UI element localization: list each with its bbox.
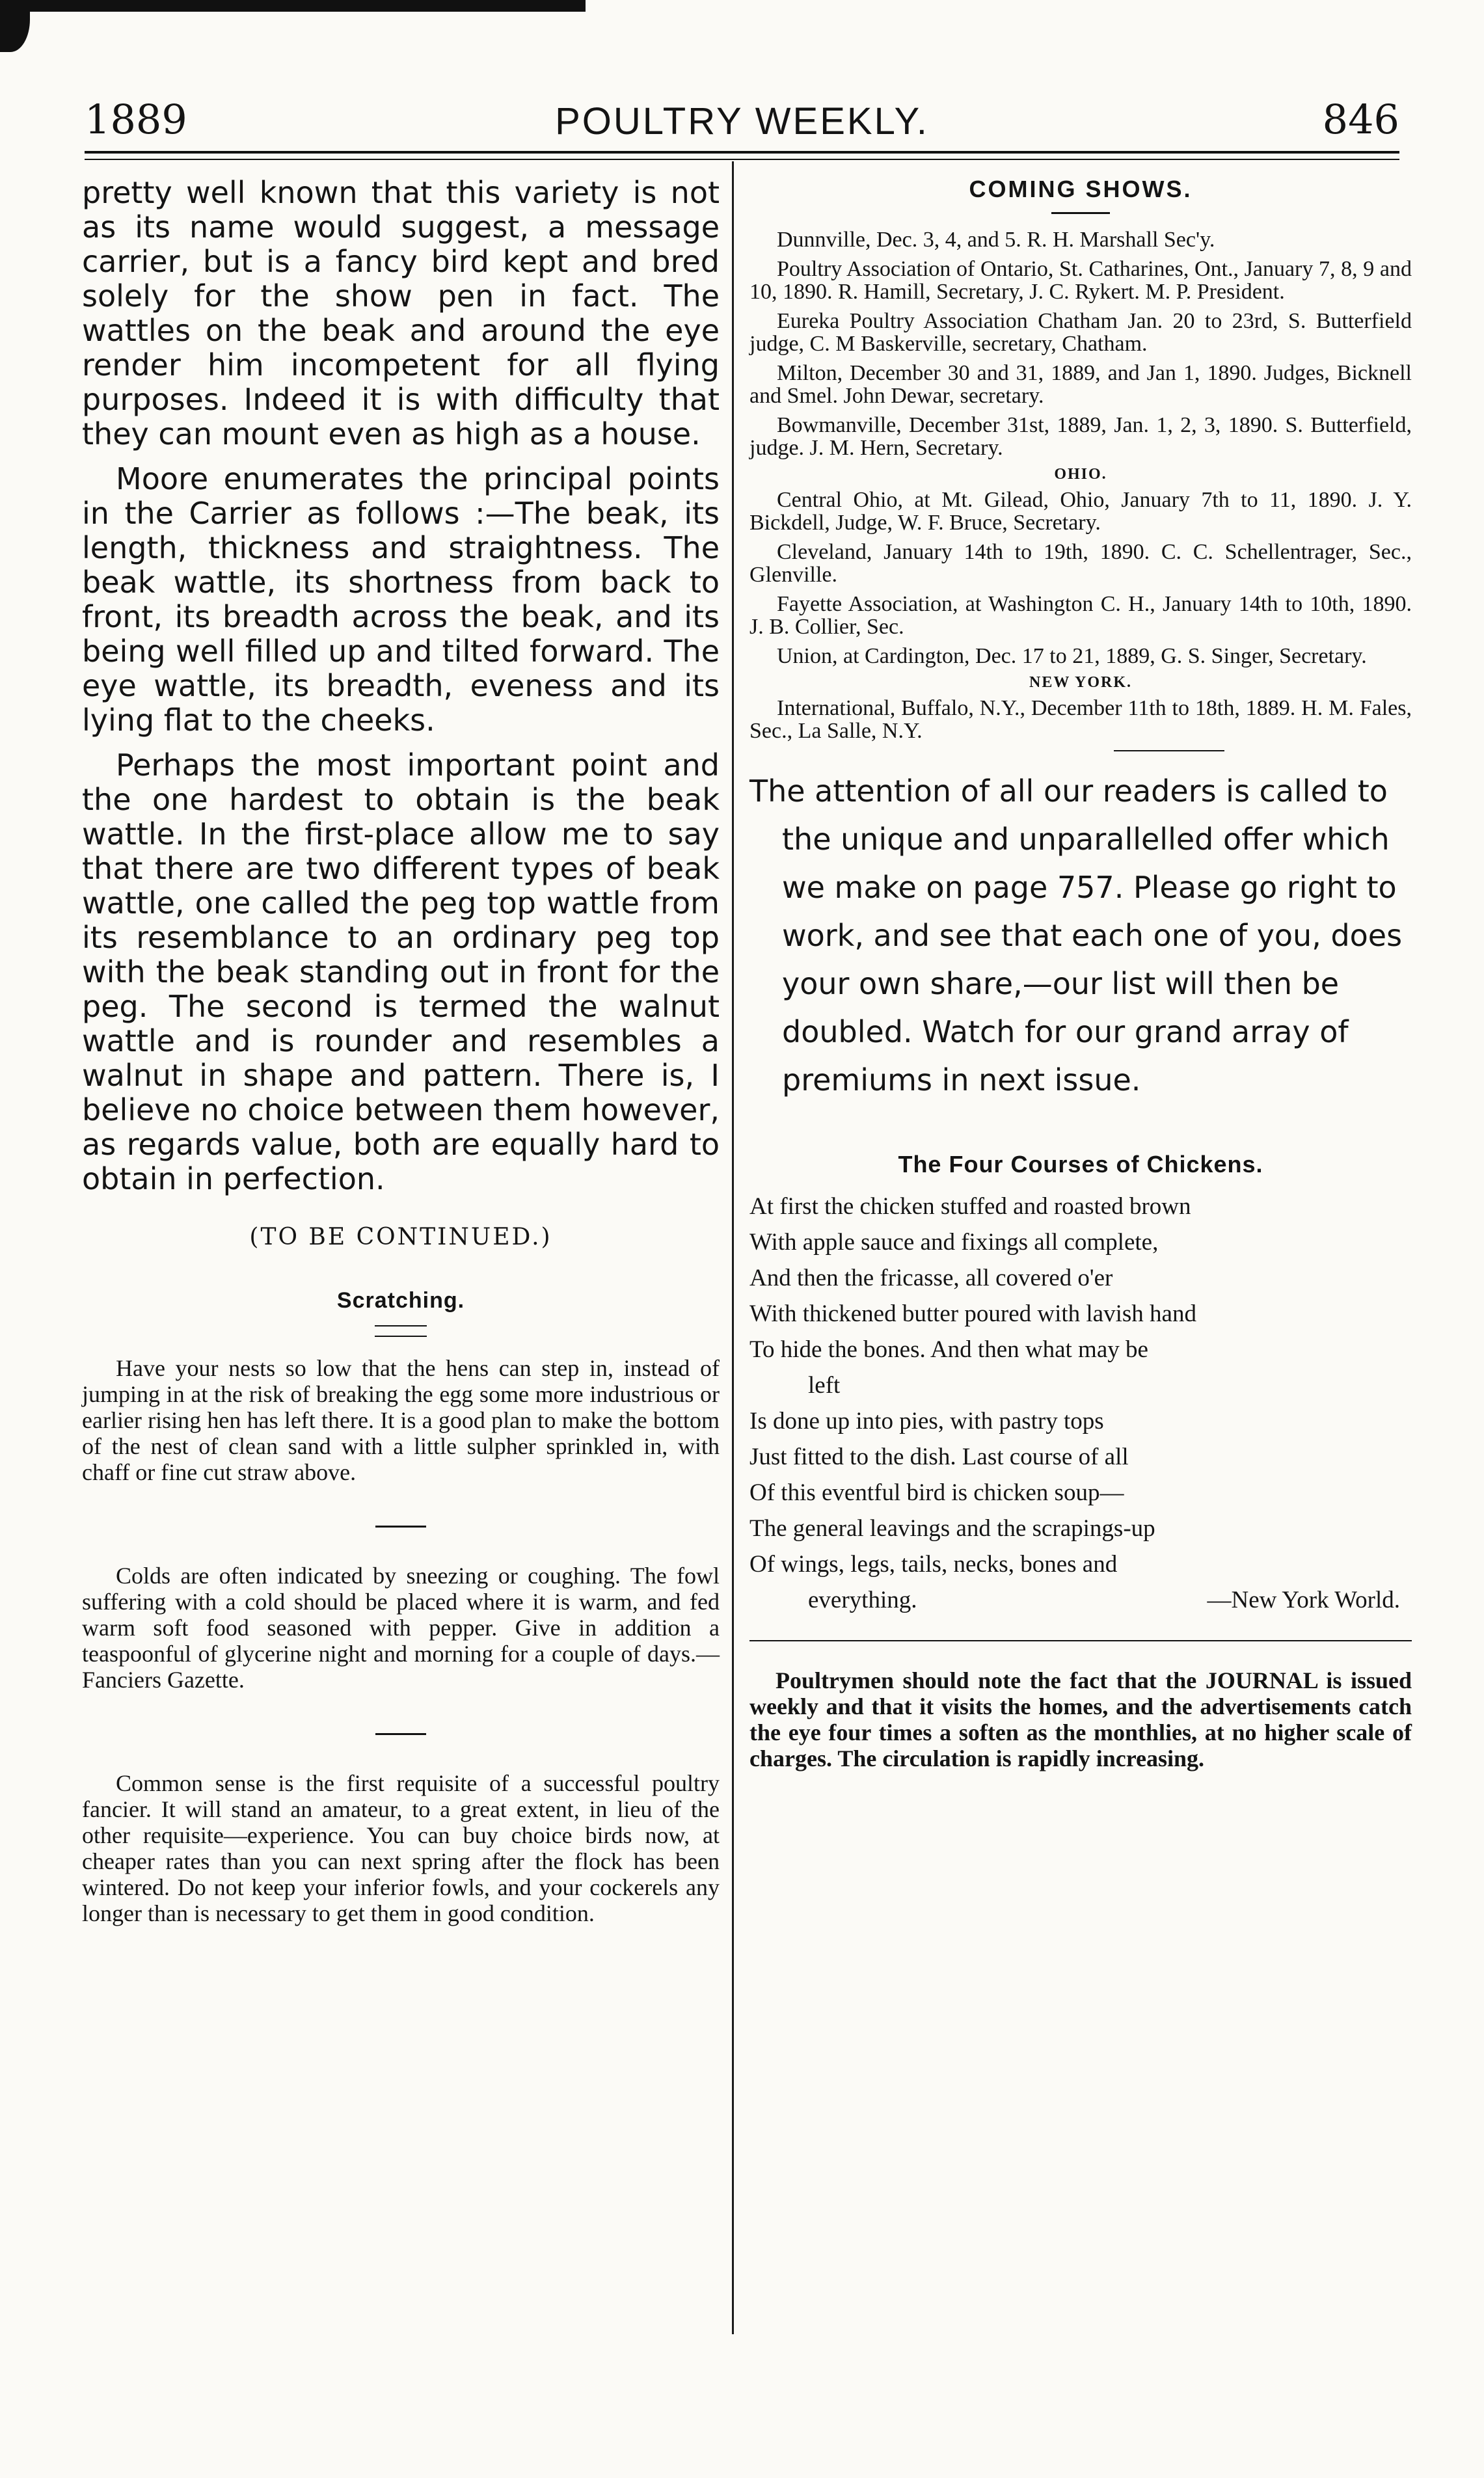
note-paragraph: Common sense is the first requisite of a successful poultry fancier. It will stand an amateur, to a great extent, in lieu of the other requisite—experience. You can buy choice birds now, at cheaper rates than you can next spring after the flock has been wintered. Do not keep your inferior fowls, and your cockerels any longer than is necessary to get them in good condition. [82,1770,720,1926]
attention-notice: The attention of all our readers is called to the unique and unparallelled offer which we make on page 757. Please go right to work, and see that each one of you, does your own share,—our list will then be doubled. Watch for our grand array of premiums in next issue. [749,774,1403,1098]
show-listing: Poultry Association of Ontario, St. Catharines, Ont., January 7, 8, 9 and 10, 1890. R. Hamill, Secretary, J. C. Rykert. M. P. President. [749,257,1412,304]
poem-line: The general leavings and the scrapings-up [749,1515,1155,1542]
separator-rule [375,1733,426,1735]
separator-rule [749,1640,1412,1641]
region-label-new-york: NEW YORK. [1029,674,1132,691]
poem-line: With apple sauce and fixings all complete, [749,1229,1159,1256]
show-listing: Central Ohio, at Mt. Gilead, Ohio, January 7th to 11, 1890. J. Y. Bickdell, Judge, W. F. Bruce, Secretary. [749,488,1412,535]
column-divider [732,161,734,2334]
show-listing: International, Buffalo, N.Y., December 11th to 18th, 1889. H. M. Fales, Sec., La Salle, N.Y. [749,696,1412,743]
right-column [749,176,1412,1771]
poem-title: The Four Courses of Chickens. [898,1151,1263,1178]
poem-line: everything. [808,1587,917,1613]
to-be-continued: (TO BE CONTINUED.) [249,1224,552,1250]
poem-line: Of this eventful bird is chicken soup— [749,1479,1124,1506]
poem-line: To hide the bones. And then what may be [749,1336,1148,1363]
region-label-ohio: OHIO. [1054,466,1107,483]
show-listing: Fayette Association, at Washington C. H., January 14th to 10th, 1890. J. B. Collier, Sec. [749,592,1412,639]
note-paragraph: Have your nests so low that the hens can step in, instead of jumping in at the risk of breaking the egg some more industrious or earlier rising hen has left there. It is a good plan to make the bottom of the nest of clean sand with a little sulpher sprinkled in, with chaff or fine cut straw above. [82,1355,720,1485]
publication-title: POULTRY WEEKLY. [555,100,929,142]
poem-line: Just fitted to the dish. Last course of all [749,1444,1129,1470]
show-listing: Eureka Poultry Association Chatham Jan. 20 to 23rd, S. Butterfield judge, C. M Baskerville, secretary, Chatham. [749,309,1412,356]
poem-line: Of wings, legs, tails, necks, bones and [749,1551,1118,1578]
show-listing: Milton, December 30 and 31, 1889, and Jan 1, 1890. Judges, Bicknell and Smel. John Dewar, secretary. [749,361,1412,408]
header-rule-thin [85,159,1399,160]
page-number: 846 [1322,96,1399,143]
heading-rule [375,1336,427,1337]
poem-line: With thickened butter poured with lavish hand [749,1300,1196,1327]
article-paragraph: pretty well known that this variety is not as its name would suggest, a message carrier, but is a fancy bird kept and bred solely for the show pen in fact. The wattles on the beak and around the eye render him incompetent for all flying purposes. Indeed it is with difficulty that they can mount even as high as a house. [82,175,720,451]
scratching-heading: Scratching. [336,1288,465,1313]
header-year: 1889 [85,96,187,143]
separator-rule [1114,750,1224,751]
heading-rule [375,1325,427,1327]
left-column [82,176,720,1926]
article-paragraph: Moore enumerates the principal points in the Carrier as follows :—The beak, its length, thickness and straightness. The beak wattle, its shortness from back to front, its breadth across the beak, and its being well filled up and tilted forward. The eye wattle, its breadth, eveness and its lying flat to the cheeks. [82,461,720,738]
heading-rule [1051,212,1110,214]
show-listing: Union, at Cardington, Dec. 17 to 21, 1889, G. S. Singer, Secretary. [777,644,1367,668]
poem-last-line [749,1582,1412,1618]
scan-corner-mark [0,0,39,59]
coming-shows-heading: COMING SHOWS. [969,176,1193,202]
note-paragraph: Colds are often indicated by sneezing or coughing. The fowl suffering with a cold should be placed where it is warm, and fed warm soft food seasoned with pepper. Give in addition a teaspoonful of glycerine night and morning for a couple of days.—Fanciers Gazette. [82,1563,720,1693]
poem-line: Is done up into pies, with pastry tops [749,1408,1104,1434]
closing-note: Poultrymen should note the fact that the JOURNAL is issued weekly and that it visits the homes, and the advertisements catch the eye four times a soften as the monthlies, at no higher scale of charges. The circulation is rapidly increasing. [749,1667,1412,1771]
page-header [85,91,1399,143]
separator-rule [375,1526,426,1528]
show-listing: Cleveland, January 14th to 19th, 1890. C. C. Schellentrager, Sec., Glenville. [749,540,1412,587]
poem-line: And then the fricasse, all covered o'er [749,1265,1113,1291]
poem-attribution: —New York World. [1207,1587,1400,1613]
poem-line: left [808,1372,841,1399]
show-listing: Bowmanville, December 31st, 1889, Jan. 1, 2, 3, 1890. S. Butterfield, judge. J. M. Hern, Secretary. [749,413,1412,460]
show-listing: Dunnville, Dec. 3, 4, and 5. R. H. Marshall Sec'y. [777,228,1215,252]
header-rule [85,151,1399,154]
poem-line: At first the chicken stuffed and roasted brown [749,1193,1191,1220]
article-paragraph: Perhaps the most important point and the one hardest to obtain is the beak wattle. In the first-place allow me to say that there are two different types of beak wattle, one called the peg top wattle from its resemblance to an ordinary peg top with the beak standing out in front for the peg. The second is termed the walnut wattle and is rounder and resembles a walnut in shape and pattern. There is, I believe no choice between them however, as regards value, both are equally hard to obtain in perfection. [82,747,720,1196]
